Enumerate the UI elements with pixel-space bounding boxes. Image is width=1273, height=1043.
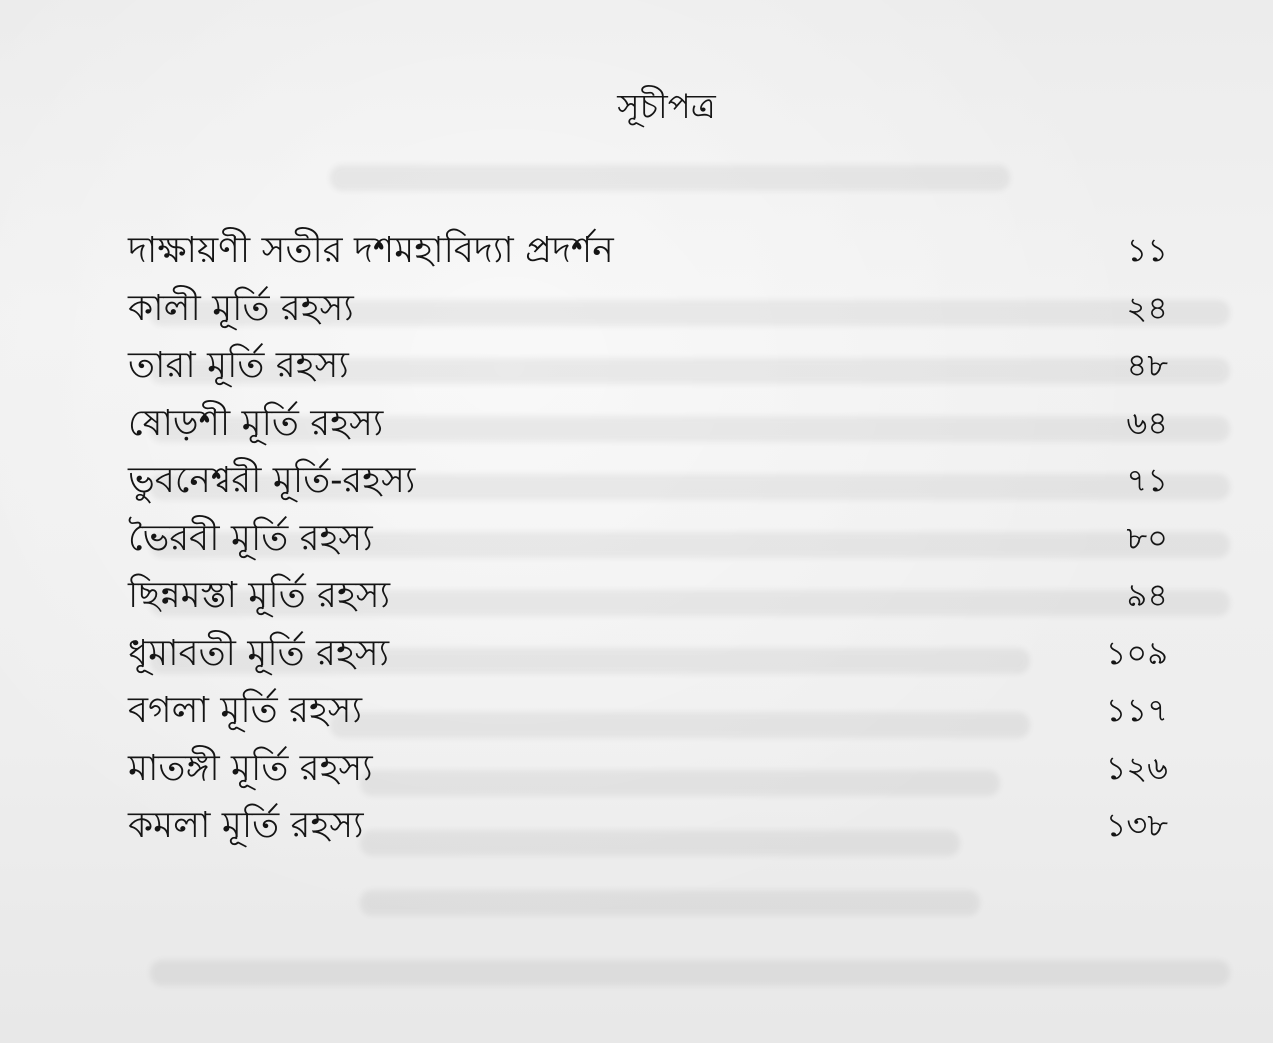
toc-entry bbox=[128, 222, 1168, 280]
toc-entry-page-number: ১০৯ bbox=[1105, 633, 1168, 672]
toc-entry-page-number: ৮০ bbox=[1126, 518, 1168, 557]
toc-entry-title: ভুবনেশ্বরী মূর্তি-রহস্য bbox=[128, 460, 416, 501]
toc-entry-title: ধূমাবতী মূর্তি রহস্য bbox=[128, 632, 390, 674]
toc-entry-page-number: ৭১ bbox=[1126, 461, 1168, 499]
toc-entry bbox=[128, 280, 1168, 338]
toc-entry-title: বগলা মূর্তি রহস্য bbox=[128, 690, 363, 731]
toc-entry-title: ছিন্নমস্তা মূর্তি রহস্য bbox=[128, 575, 391, 616]
toc-entry-title: তারা মূর্তি রহস্য bbox=[128, 345, 349, 386]
toc-entry-page-number: ১৩৮ bbox=[1105, 806, 1168, 844]
toc-entry bbox=[128, 510, 1168, 568]
toc-entry-page-number: ৪৮ bbox=[1126, 346, 1168, 384]
toc-entry-title: কালী মূর্তি রহস্য bbox=[128, 287, 354, 329]
toc-entry bbox=[128, 395, 1168, 453]
toc-entry bbox=[128, 797, 1168, 855]
toc-entry-title: ভৈরবী মূর্তি রহস্য bbox=[128, 517, 373, 559]
toc-entry-title: কমলা মূর্তি রহস্য bbox=[128, 805, 364, 846]
toc-entry bbox=[128, 740, 1168, 798]
toc-entry bbox=[128, 682, 1168, 740]
toc-entry bbox=[128, 452, 1168, 510]
toc-entry-title: ষোড়শী মূর্তি রহস্য bbox=[128, 402, 384, 444]
page-title: সূচীপত্র bbox=[617, 87, 716, 127]
toc-entry bbox=[128, 567, 1168, 625]
toc-entry-title: মাতঙ্গী মূর্তি রহস্য bbox=[128, 747, 373, 789]
toc-entry-page-number: ২৪ bbox=[1126, 288, 1168, 327]
toc-entry-page-number: ৯৪ bbox=[1126, 576, 1168, 614]
toc-entry bbox=[128, 337, 1168, 395]
table-of-contents bbox=[128, 222, 1168, 855]
toc-entry-page-number: ১১ bbox=[1126, 231, 1168, 269]
toc-entry-title: দাক্ষায়ণী সতীর দশমহাবিদ্যা প্রদর্শন bbox=[128, 230, 614, 271]
toc-entry-page-number: ৬৪ bbox=[1126, 403, 1168, 442]
toc-entry-page-number: ১১৭ bbox=[1105, 691, 1168, 729]
toc-entry bbox=[128, 625, 1168, 683]
toc-entry-page-number: ১২৬ bbox=[1105, 748, 1168, 787]
